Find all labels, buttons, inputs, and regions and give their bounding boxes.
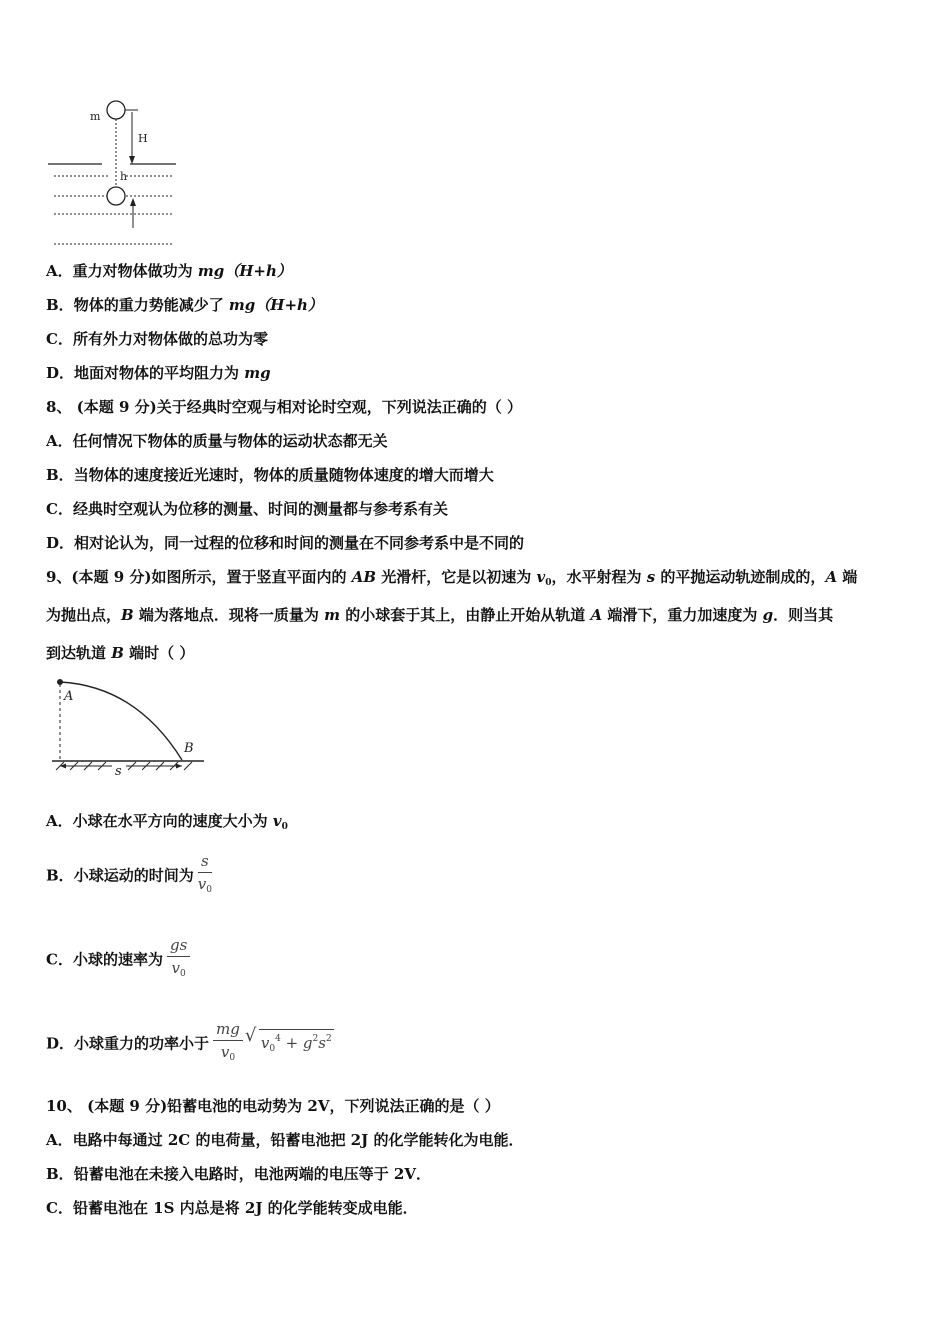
q8-option-d: D．相对论认为，同一过程的位移和时间的测量在不同参考系中是不同的: [46, 534, 525, 552]
power-fraction: $\frac{mg}{v_0}$: [213, 1020, 243, 1067]
time-fraction: $\frac{s}{v_0}$: [197, 852, 212, 895]
q7-option-a: A．重力对物体做功为 mg（H+h）: [46, 262, 292, 280]
fig1-label-h: h: [120, 170, 128, 183]
track-curve: [60, 682, 182, 760]
power-sqrt: √ $v_0^4 + g^2s^2$: [245, 1029, 334, 1058]
q8-option-b: B．当物体的速度接近光速时，物体的质量随物体速度的增大而增大: [46, 466, 494, 484]
q10-stem: 10、 (本题 9 分)铅蓄电池的电动势为 2V，下列说法正确的是（ ）: [46, 1097, 500, 1115]
q9-option-d: D．小球重力的功率小于 $\frac{mg}{v_0}$ √ $v_0^4 + g^2s^2$: [46, 1020, 334, 1067]
fig1-label-H: H: [138, 132, 148, 145]
q9-option-c: C．小球的速率为 $\frac{gs}{v_0}$: [46, 936, 190, 983]
q7-option-b: B．物体的重力势能减少了 mg（H+h）: [46, 296, 323, 314]
q9-option-a: A．小球在水平方向的速度大小为 $v_0$: [46, 812, 288, 832]
q10-option-a: A．电路中每通过 2C 的电荷量，铅蓄电池把 2J 的化学能转化为电能．: [46, 1131, 524, 1149]
fig-label-s: s: [115, 764, 122, 779]
ball-bottom: [107, 187, 125, 205]
q10-option-c: C．铅蓄电池在 1S 内总是将 2J 的化学能转变成电能．: [46, 1199, 418, 1217]
ball-fall-figure: [46, 98, 186, 250]
q10-option-b: B．铅蓄电池在未接入电路时，电池两端的电压等于 2V．: [46, 1165, 431, 1183]
q8-stem: 8、 (本题 9 分)关于经典时空观与相对论时空观，下列说法正确的（ ）: [46, 398, 522, 416]
q9-stem-line2: 为抛出点，B 端为落地点．现将一质量为 m 的小球套于其上，由静止开始从轨道 A 端滑下，重力加速度为 g．则当其: [46, 606, 834, 624]
projectile-track-figure: [46, 674, 210, 784]
fig-label-A: A: [64, 689, 74, 704]
q8-option-c: C．经典时空观认为位移的测量、时间的测量都与参考系有关: [46, 500, 448, 518]
fig1-label-m: m: [90, 110, 101, 123]
q9-stem-line3: 到达轨道 B 端时（ ）: [46, 644, 195, 662]
ball-top: [107, 101, 125, 119]
fig-label-B: B: [184, 741, 194, 756]
q9-option-b: B．小球运动的时间为 $\frac{s}{v_0}$: [46, 852, 212, 899]
q9-stem-line1: 9、(本题 9 分)如图所示，置于竖直平面内的 AB 光滑杆，它是以初速为 $v_0$，水平射程为 s 的平抛运动轨迹制成的，A 端: [46, 568, 858, 588]
q7-option-c: C．所有外力对物体做的总功为零: [46, 330, 268, 348]
speed-fraction: $\frac{gs}{v_0}$: [167, 936, 190, 983]
q7-option-d: D．地面对物体的平均阻力为 mg: [46, 364, 271, 382]
q8-option-a: A．任何情况下物体的质量与物体的运动状态都无关: [46, 432, 388, 450]
